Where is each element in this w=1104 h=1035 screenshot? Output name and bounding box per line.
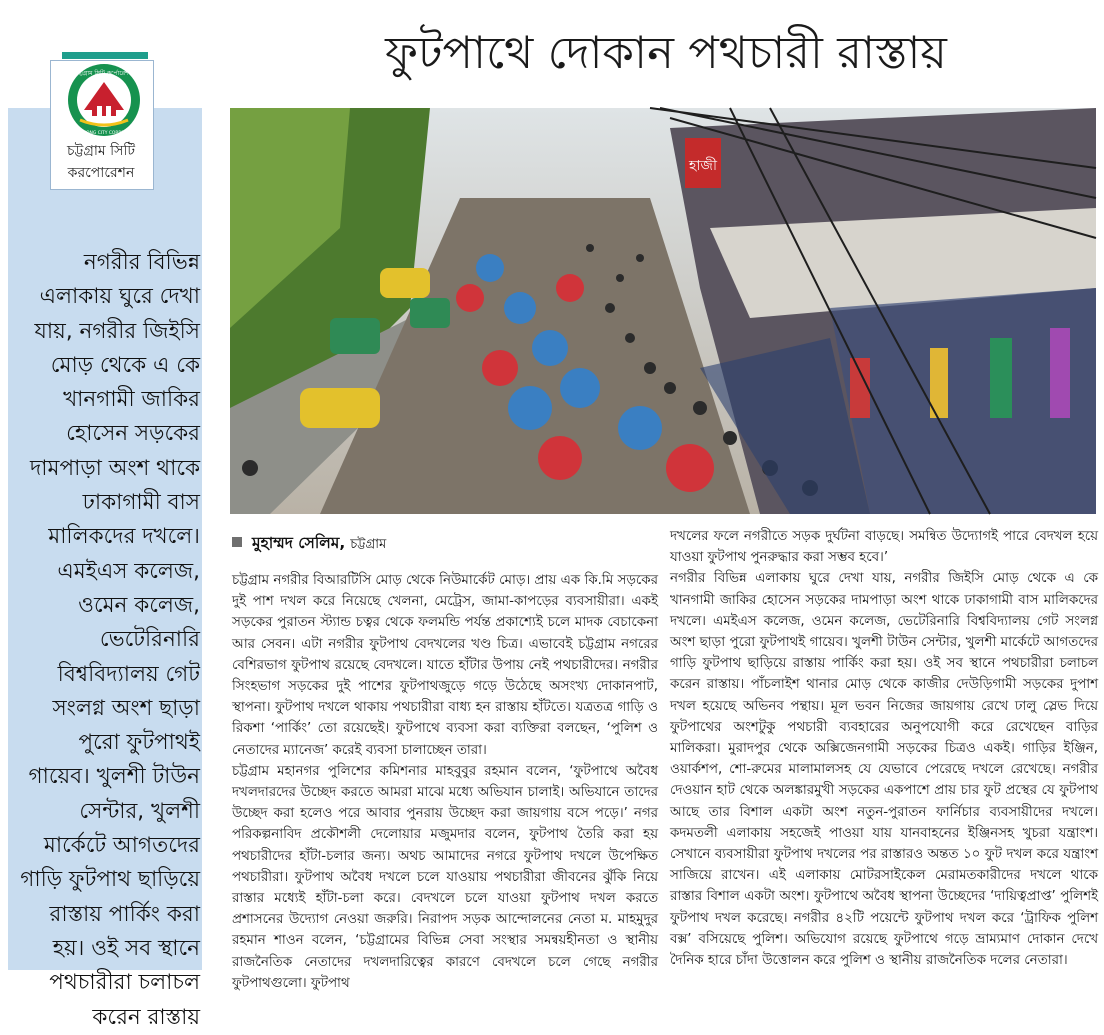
logo-building-base xyxy=(92,102,116,116)
photo-shop-sign-text: হাজী xyxy=(689,158,717,174)
photo-hanging-cloth-3 xyxy=(990,338,1012,418)
logo-door-left xyxy=(97,106,102,116)
body-paragraph: নগরীর বিভিন্ন এলাকায় ঘুরে দেখা যায়, নগরীর জিইসি মোড় থেকে এ কে খানগামী জাকির হোসেন সড়কের দামপাড়া অংশ থাকে ঢাকাগামী বাস মালিকদের দখলে। এমইএস কলেজ, ওমেন কলেজ, ভেটেরিনারি বিশ্ববিদ্যালয় গেট সংলগ্ন অংশ ছাড়া পুরো ফুটপাথই গায়েব। খুলশী টাউন সেন্টার, খুলশী মার্কেটে আগতদের গাড়ি ফুটপাথ ছাড়িয়ে রাস্তায় পার্কিং করা হয়। ওই সব স্থানে পথচারীরা চলাচল করেন রাস্তায়। পাঁচলাইশ থানার মোড় থেকে কাজীর দেউড়িগামী সড়কের দুপাশ দখল হয়েছে অভিনব পন্থায়। মূল ভবন নিজের জায়গায় রেখে ঢালু স্লেভ দিয়ে ফুটপাথের অংশটুকু পথচারী ব্যবহারের অনুপযোগী করে রেখেছেন বাড়ির মালিকরা। মুরাদপুর থেকে অক্সিজেনগামী সড়কের চিত্রও একই। গাড়ির ইঞ্জিন, ওয়ার্কশপ, শো-রুমের মালামালসহ যে যেভাবে পেরেছে দখলে রেখেছে। নগরীর দেওয়ান হাট থেকে অলঙ্কারমুখী সড়কের একপাশে প্রায় চার ফুট প্রস্থের যে ফুটপাথ আছে তার বিশাল একটা অংশ নতুন-পুরাতন ফার্নিচার ব্যবসায়ীদের দখলে। কদমতলী এলাকায় সহজেই পাওয়া যায় যানবাহনের ইঞ্জিনসহ খুচরা যন্ত্রাংশ। সেখানে ব্যবসায়ীরা ফুটপাথ দখলের পর রাস্তারও অন্তত ১০ ফুট দখল করে যন্ত্রাংশ সাজিয়ে রাখেন। এই এলাকায় মোটরসাইকেল মেরামতকারীদের দখলে থাকে রাস্তার বিশাল একটা অংশ। ফুটপাথে অবৈধ স্থাপনা উচ্ছেদের ‘দায়িত্বপ্রাপ্ত’ পুলিশই ফুটপাথ দখল করেছে। নগরীর ৪২টি পয়েন্টে ফুটপাথ দখল করে ‘ট্রাফিক পুলিশ বক্স’ বসিয়েছে পুলিশ। অভিযোগ রয়েছে ফুটপাথে গড়ে ভ্রাম্যমাণ দোকান দেখে দৈনিক হারে চাঁদা উত্তোলন করে পুলিশ ও স্থানীয় রাজনৈতিক দলের নেতারা। xyxy=(670,571,1098,969)
headline: ফুটপাথে দোকান পথচারী রাস্তায় xyxy=(385,26,947,79)
city-corporation-logo xyxy=(66,62,142,138)
body-column-left xyxy=(232,570,658,991)
body-column-right xyxy=(670,526,1098,970)
logo-door-right xyxy=(106,106,111,116)
photo-hanging-cloth-4 xyxy=(1050,328,1070,418)
logo-name: চট্টগ্রাম সিটি করপোরেশন xyxy=(66,143,136,181)
street-photo xyxy=(230,108,1096,514)
logo-accent-bar xyxy=(62,52,148,59)
pull-quote: নগরীর বিভিন্ন এলাকায় ঘুরে দেখা যায়, নগরীর জিইসি মোড় থেকে এ কে খানগামী জাকির হোসেন সড়কের দামপাড়া অংশ থাকে ঢাকাগামী বাস মালিকদের দখলে। এমইএস কলেজ, ওমেন কলেজ, ভেটেরিনারি বিশ্ববিদ্যালয় গেট সংলগ্ন অংশ ছাড়া পুরো ফুটপাথই গায়েব। খুলশী টাউন সেন্টার, খুলশী মার্কেটে আগতদের গাড়ি ফুটপাথ ছাড়িয়ে রাস্তায় পার্কিং করা হয়। ওই সব স্থানে পথচারীরা চলাচল করেন রাস্তায় xyxy=(20,250,200,1030)
body-paragraph: দখলের ফলে নগরীতে সড়ক দুর্ঘটনা বাড়ছে। সমন্বিত উদ্যোগই পারে বেদখল হয়ে যাওয়া ফুটপাথ পুনরুদ্ধার করা সম্ভব হবে।’ xyxy=(670,529,1098,566)
logo-english-text: CHITTAGONG CITY CORPORATION xyxy=(67,131,141,136)
byline-author: মুহাম্মদ সেলিম, xyxy=(252,534,346,552)
byline-location: চট্টগ্রাম xyxy=(350,537,387,552)
byline xyxy=(232,532,652,556)
body-paragraph: চট্টগ্রাম মহানগর পুলিশের কমিশনার মাহবুবুর রহমান বলেন, ‘ফুটপাথে অবৈধ দখলদারদের উচ্ছেদ করতে আমরা মাঝে মধ্যে অভিযান চালাই। অভিযানে তাদের উচ্ছেদ করা হলেও পরে আবার পুনরায় উচ্ছেদ করা জায়গায় বসে পড়ে।’ নগর পরিকল্পনাবিদ প্রকৌশলী দেলোয়ার মজুমদার বলেন, ফুটপাথ তৈরি করা হয় পথচারীদের হাঁটা-চলার জন্য। অথচ আমাদের নগরে ফুটপাথ দখলে উপেক্ষিত পথচারীরা। ফুটপাথ অবৈধ দখলে চলে যাওয়ায় পথচারীরা জীবনের ঝুঁকি নিয়ে রাস্তার মধ্যেই হাঁটা-চলা করে। বেদখলে চলে যাওয়া ফুটপাথ দখল করতে প্রশাসনের উদ্যোগ নেওয়া জরুরি। নিরাপদ সড়ক আন্দোলনের নেতা ম. মাহমুদুর রহমান শাওন বলেন, ‘চট্টগ্রামের বিভিন্ন সেবা সংস্থার সমন্বয়হীনতা ও স্থানীয় রাজনৈতিক নেতাদের দখলদারিত্বের কারণে বেদখলে চলে গেছে নগরীর ফুটপাথগুলো। ফুটপাথ xyxy=(232,763,658,991)
logo-arc-text: চট্টগ্রাম সিটি কর্পোরেশন xyxy=(75,70,133,77)
byline-bullet xyxy=(232,537,242,547)
body-paragraph: চট্টগ্রাম নগরীর বিআরটিসি মোড় থেকে নিউমার্কেট মোড়। প্রায় এক কি.মি সড়কের দুই পাশ দখল করে নিয়েছে খেলনা, মেট্রেস, জামা-কাপড়ের ব্যবসায়ীরা। একই সড়কের পুরাতন স্ট্যান্ড চত্বর থেকে ফলমন্ডি পর্যন্ত প্রকাশ্যেই চলে মাদক বেচাকেনা আর সেবন। এটা নগরীর ফুটপাথ বেদখলের খণ্ড চিত্র। এভাবেই চট্টগ্রাম নগরের বেশিরভাগ ফুটপাথ রয়েছে বেদখলে। যাতে হাঁটার উপায় নেই পথচারীদের। নগরীর সিংহভাগ সড়কের দুই পাশের ফুটপাথজুড়ে গড়ে উঠেছে অসংখ্য দোকানপাট, স্থাপনা। ফুটপাথ দখলে থাকায় পথচারীরা বাধ্য হন রাস্তায় হাঁটতে। যত্রতত্র গাড়ি ও রিকশা ‘পার্কিং’ তো রয়েছেই। ফুটপাথে ব্যবসা করা ব্যক্তিরা বলছেন, ‘পুলিশ ও নেতাদের ম্যানেজ’ করেই ব্যবসা চালাচ্ছেন তারা। xyxy=(232,573,658,758)
